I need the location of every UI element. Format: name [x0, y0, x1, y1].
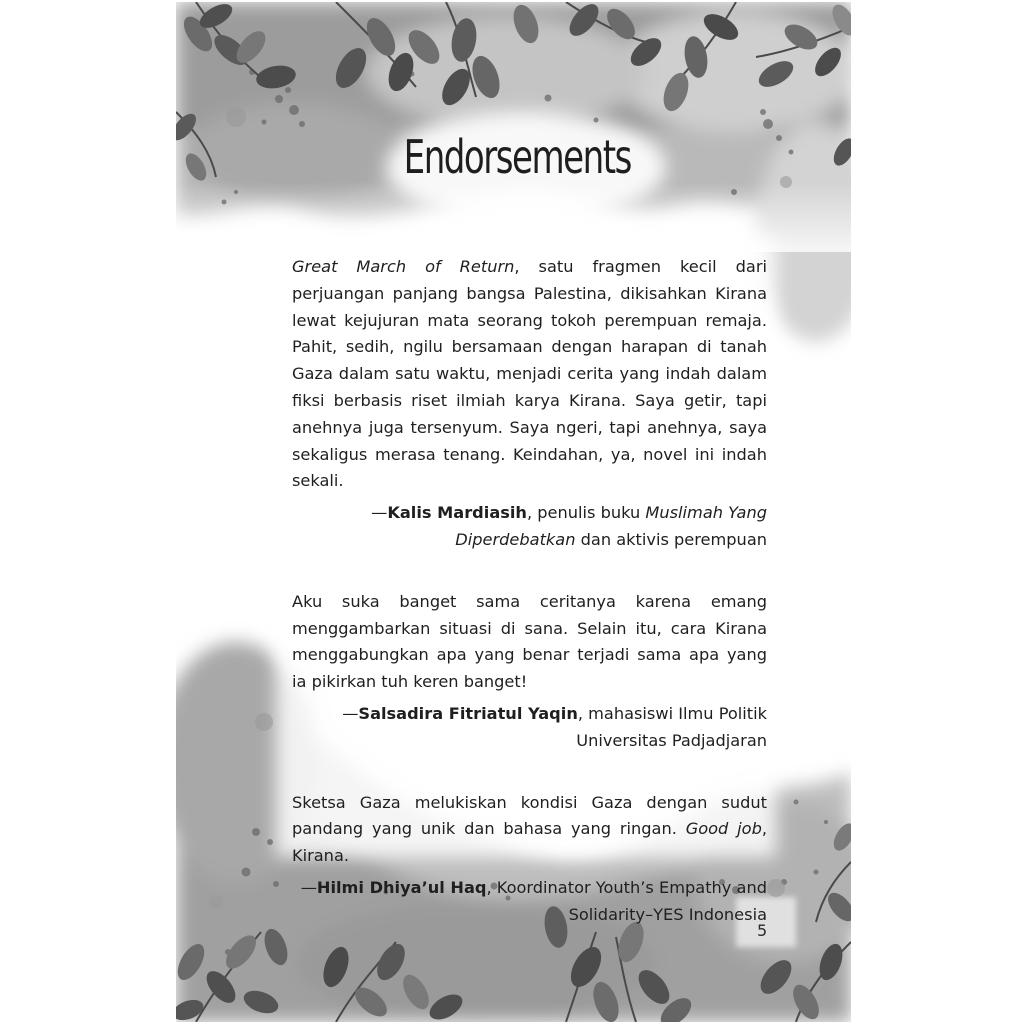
endorsement-quote: Great March of Return, satu fragmen kecil dari perjuangan panjang bangsa Palestina, dikisahkan Kirana lewat kejujuran mata seorang tokoh perempuan remaja. Pahit, sedih, ngilu bersamaan dengan harapan di tanah Gaza dalam satu waktu, menjadi cerita yang indah dalam fiksi berbasis riset ilmiah karya Kirana. Saya getir, tapi anehnya juga tersenyum. Saya ngeri, tapi anehnya, saya sekaligus merasa tenang. Keindahan, ya, novel ini indah sekali.: [292, 257, 767, 491]
endorsement-attribution: —Salsadira Fitriatul Yaqin, mahasiswi Ilmu Politik Universitas Padjadjaran: [342, 703, 767, 750]
endorsement-1: [292, 254, 767, 554]
book-page: [176, 2, 851, 1022]
endorser-name: Salsadira Fitriatul Yaqin: [358, 703, 578, 723]
endorser-name: Kalis Mardiasih: [387, 503, 527, 523]
endorsement-attribution: —Hilmi Dhiya’ul Haq, Koordinator Youth’s Empathy and Solidarity–YES Indonesia: [300, 877, 767, 924]
endorsement-2: [292, 589, 767, 755]
page-number: 5: [757, 921, 768, 940]
endorser-name: Hilmi Dhiya’ul Haq: [316, 877, 487, 897]
quote-italic-lead: Great March of Return: [292, 257, 515, 276]
endorsement-quote: Sketsa Gaza melukiskan kondisi Gaza dengan sudut pandang yang unik dan bahasa yang ringan. Good job, Kirana.: [292, 792, 767, 866]
endorsement-3: [292, 790, 767, 929]
quote-italic: Good job: [685, 819, 762, 839]
endorsements-list: [292, 254, 767, 929]
book-title: Muslimah Yang Diperdebatkan: [455, 503, 767, 549]
endorsement-quote: Aku suka banget sama ceritanya karena emang menggambarkan situasi di sana. Selain itu, cara Kirana menggabungkan apa yang benar terjadi sama apa yang ia pikirkan tuh keren banget!: [292, 591, 767, 692]
page-title: Endorsements: [403, 130, 631, 184]
endorsement-attribution: —Kalis Mardiasih, penulis buku Muslimah Yang Diperdebatkan dan aktivis perempuan: [371, 503, 767, 549]
